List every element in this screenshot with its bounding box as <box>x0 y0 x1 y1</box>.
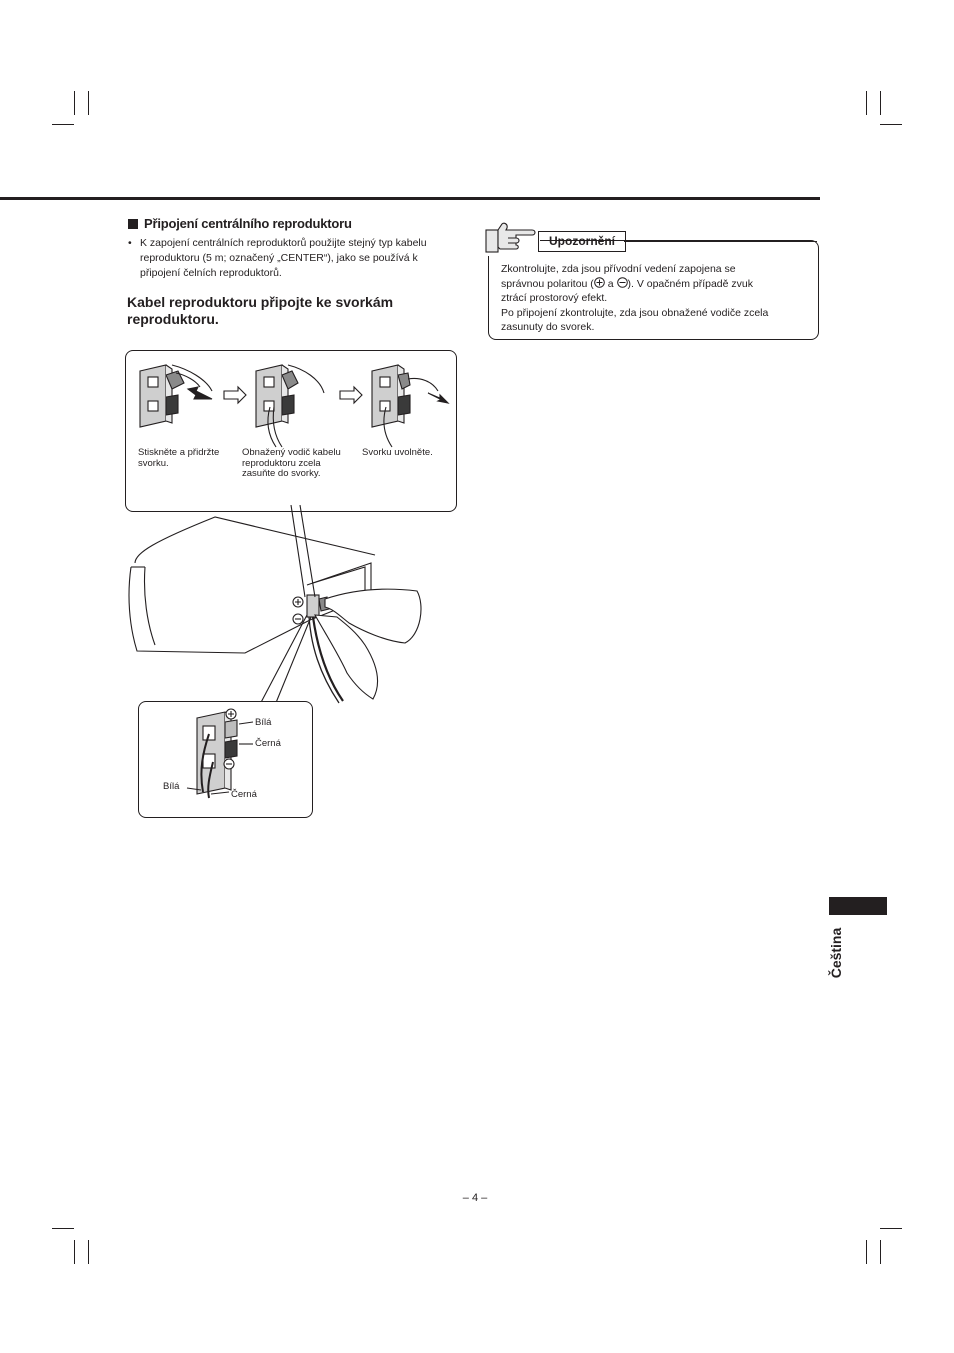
terminal-step3-drawing <box>372 365 448 447</box>
step2-caption: Obnažený vodič kabelu reproduktoru zcela zasuňte do svorky. <box>242 447 341 479</box>
terminal-detail-drawing <box>139 702 312 817</box>
caution-text: Zkontrolujte, zda jsou přívodní vedení zapojena se správnou polaritou ( a ). V opačném případě zvuk ztrácí prostorový efekt. Po připojení zkontrolujte, zda jsou obnažené vodiče zcela zasunuty do svorek. <box>501 263 769 333</box>
terminal-step1-drawing <box>140 365 212 427</box>
terminal-steps-illustration <box>126 351 456 451</box>
pointing-hand-icon <box>480 216 540 256</box>
label-white-left: Bílá <box>163 781 180 792</box>
section-title: Připojení centrálního reproduktoru <box>128 216 352 231</box>
terminal-step2-drawing <box>256 365 324 447</box>
caution-label: Upozornění <box>538 231 626 252</box>
language-tab-label: Čeština <box>828 927 844 979</box>
page-number: – 4 – <box>462 1192 488 1204</box>
label-black-top: Černá <box>255 738 281 749</box>
header-rule <box>0 197 820 200</box>
square-bullet-icon <box>128 219 138 229</box>
label-black-bottom: Černá <box>231 789 257 800</box>
minus-circle-icon <box>617 277 628 288</box>
plus-circle-icon <box>594 277 605 288</box>
caution-label-rule <box>624 241 817 242</box>
center-speaker-illustration <box>125 505 445 720</box>
step1-caption: Stiskněte a přidržte svorku. <box>138 447 220 469</box>
step3-caption: Svorku uvolněte. <box>362 447 433 458</box>
label-white-top: Bílá <box>255 717 272 728</box>
language-tab-bar <box>829 897 887 915</box>
steps-panel <box>125 350 457 512</box>
terminal-detail-panel <box>138 701 313 818</box>
bullet-mark: • <box>128 237 132 249</box>
instruction-heading: Kabel reproduktoru připojte ke svorkám reproduktoru. <box>127 294 394 327</box>
bullet-text: K zapojení centrálních reproduktorů použijte stejný typ kabelu reproduktoru (5 m; označený „CENTER“), jako se používá k připojení čelních reproduktorů. <box>140 237 427 279</box>
